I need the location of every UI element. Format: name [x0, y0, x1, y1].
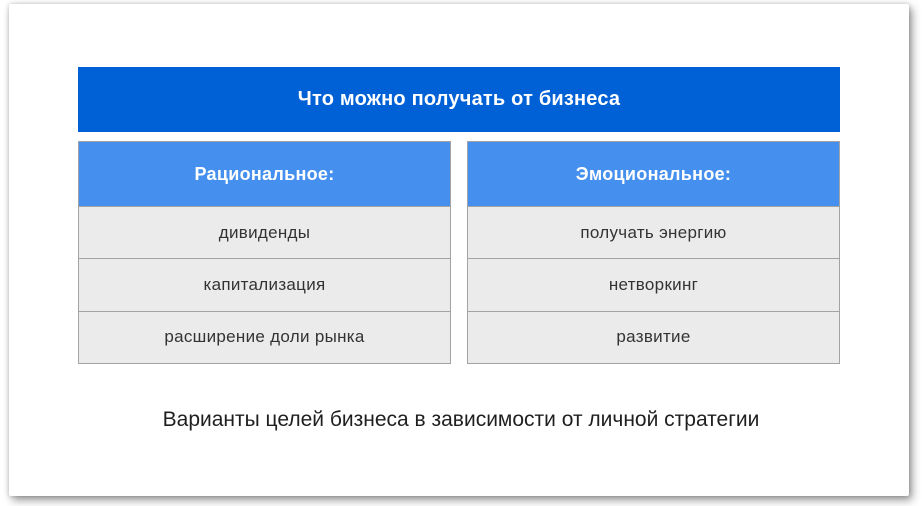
table-row — [79, 258, 450, 310]
table-cell: развитие — [616, 327, 691, 347]
title-banner — [78, 67, 840, 132]
emotional-column-header — [468, 142, 839, 206]
table-cell: расширение доли рынка — [164, 327, 365, 347]
rational-column-header-label: Рациональное: — [194, 163, 335, 184]
table-row — [468, 311, 839, 363]
table-cell: нетворкинг — [608, 274, 699, 294]
rational-column-header — [79, 142, 450, 206]
slide-caption: Варианты целей бизнеса в зависимости от личной стратегии — [162, 408, 760, 431]
table-row — [79, 311, 450, 363]
table-cell: дивиденды — [218, 222, 311, 242]
table-row — [468, 206, 839, 258]
table-row — [468, 258, 839, 310]
table-cell: получать энергию — [580, 222, 727, 242]
slide-title: Что можно получать от бизнеса — [297, 88, 621, 110]
emotional-column-header-label: Эмоциональное: — [575, 163, 732, 184]
table-row — [79, 206, 450, 258]
rational-column-table — [78, 141, 451, 364]
table-cell: капитализация — [203, 274, 326, 294]
emotional-column-table — [467, 141, 840, 364]
